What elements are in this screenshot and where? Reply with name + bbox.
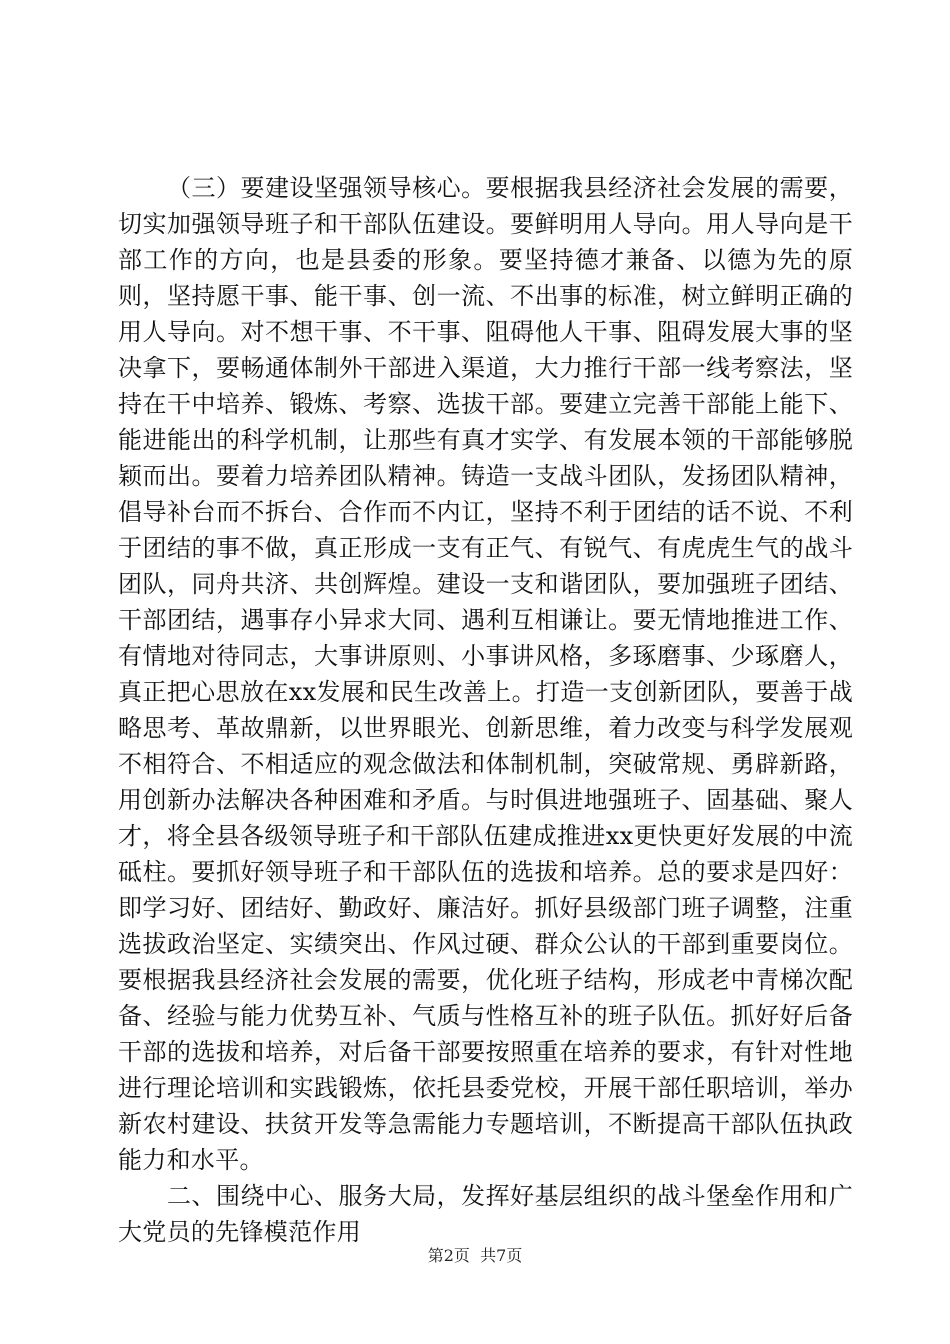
page-number-footer: 第2页 共7页 bbox=[427, 1246, 523, 1265]
section-heading-2: 二、围绕中心、服务大局，发挥好基层组织的战斗堡垒作用和广大党员的先锋模范作用 bbox=[118, 1182, 853, 1246]
body-paragraph-1: （三）要建设坚强领导核心。要根据我县经济社会发展的需要，切实加强领导班子和干部队伍建设。要鲜明用人导向。用人导向是干部工作的方向，也是县委的形象。要坚持德才兼备、以德为先的原则，坚持愿干事、能干事、创一流、不出事的标准，树立鲜明正确的用人导向。对不想干事、不干事、阻碍他人干事、阻碍发展大事的坚决拿下，要畅通体制外干部进入渠道，大力推行干部一线考察法，坚持在干中培养、锻炼、考察、选拔干部。要建立完善干部能上能下、能进能出的科学机制，让那些有真才实学、有发展本领的干部能够脱颖而出。要着力培养团队精神。铸造一支战斗团队，发扬团队精神，倡导补台而不拆台、合作而不内讧，坚持不利于团结的话不说、不利于团结的事不做，真正形成一支有正气、有锐气、有虎虎生气的战斗团队，同舟共济、共创辉煌。建设一支和谐团队，要加强班子团结、干部团结，遇事存小异求大同、遇利互相谦让。要无情地推进工作、有情地对待同志，大事讲原则、小事讲风格，多琢磨事、少琢磨人，真正把心思放在xx发展和民生改善上。打造一支创新团队，要善于战略思考、革故鼎新，以世界眼光、创新思维，着力改变与科学发展观不相符合、不相适应的观念做法和体制机制，突破常规、勇辟新路，用创新办法解决各种困难和矛盾。与时俱进地强班子、固基础、聚人才，将全县各级领导班子和干部队伍建成推进xx更快更好发展的中流砥柱。要抓好领导班子和干部队伍的选拔和培养。总的要求是四好：即学习好、团结好、勤政好、廉洁好。抓好县级部门班子调整，注重选拔政治坚定、实绩突出、作风过硬、群众公认的干部到重要岗位。要根据我县经济社会发展的需要，优化班子结构，形成老中青梯次配备、经验与能力优势互补、气质与性格互补的班子队伍。抓好好后备干部的选拔和培养，对后备干部要按照重在培养的要求，有针对性地进行理论培训和实践锻炼，依托县委党校，开展干部任职培训，举办新农村建设、扶贫开发等急需能力专题培训，不断提高干部队伍执政能力和水平。 bbox=[118, 174, 853, 1174]
document-body bbox=[118, 170, 853, 1250]
